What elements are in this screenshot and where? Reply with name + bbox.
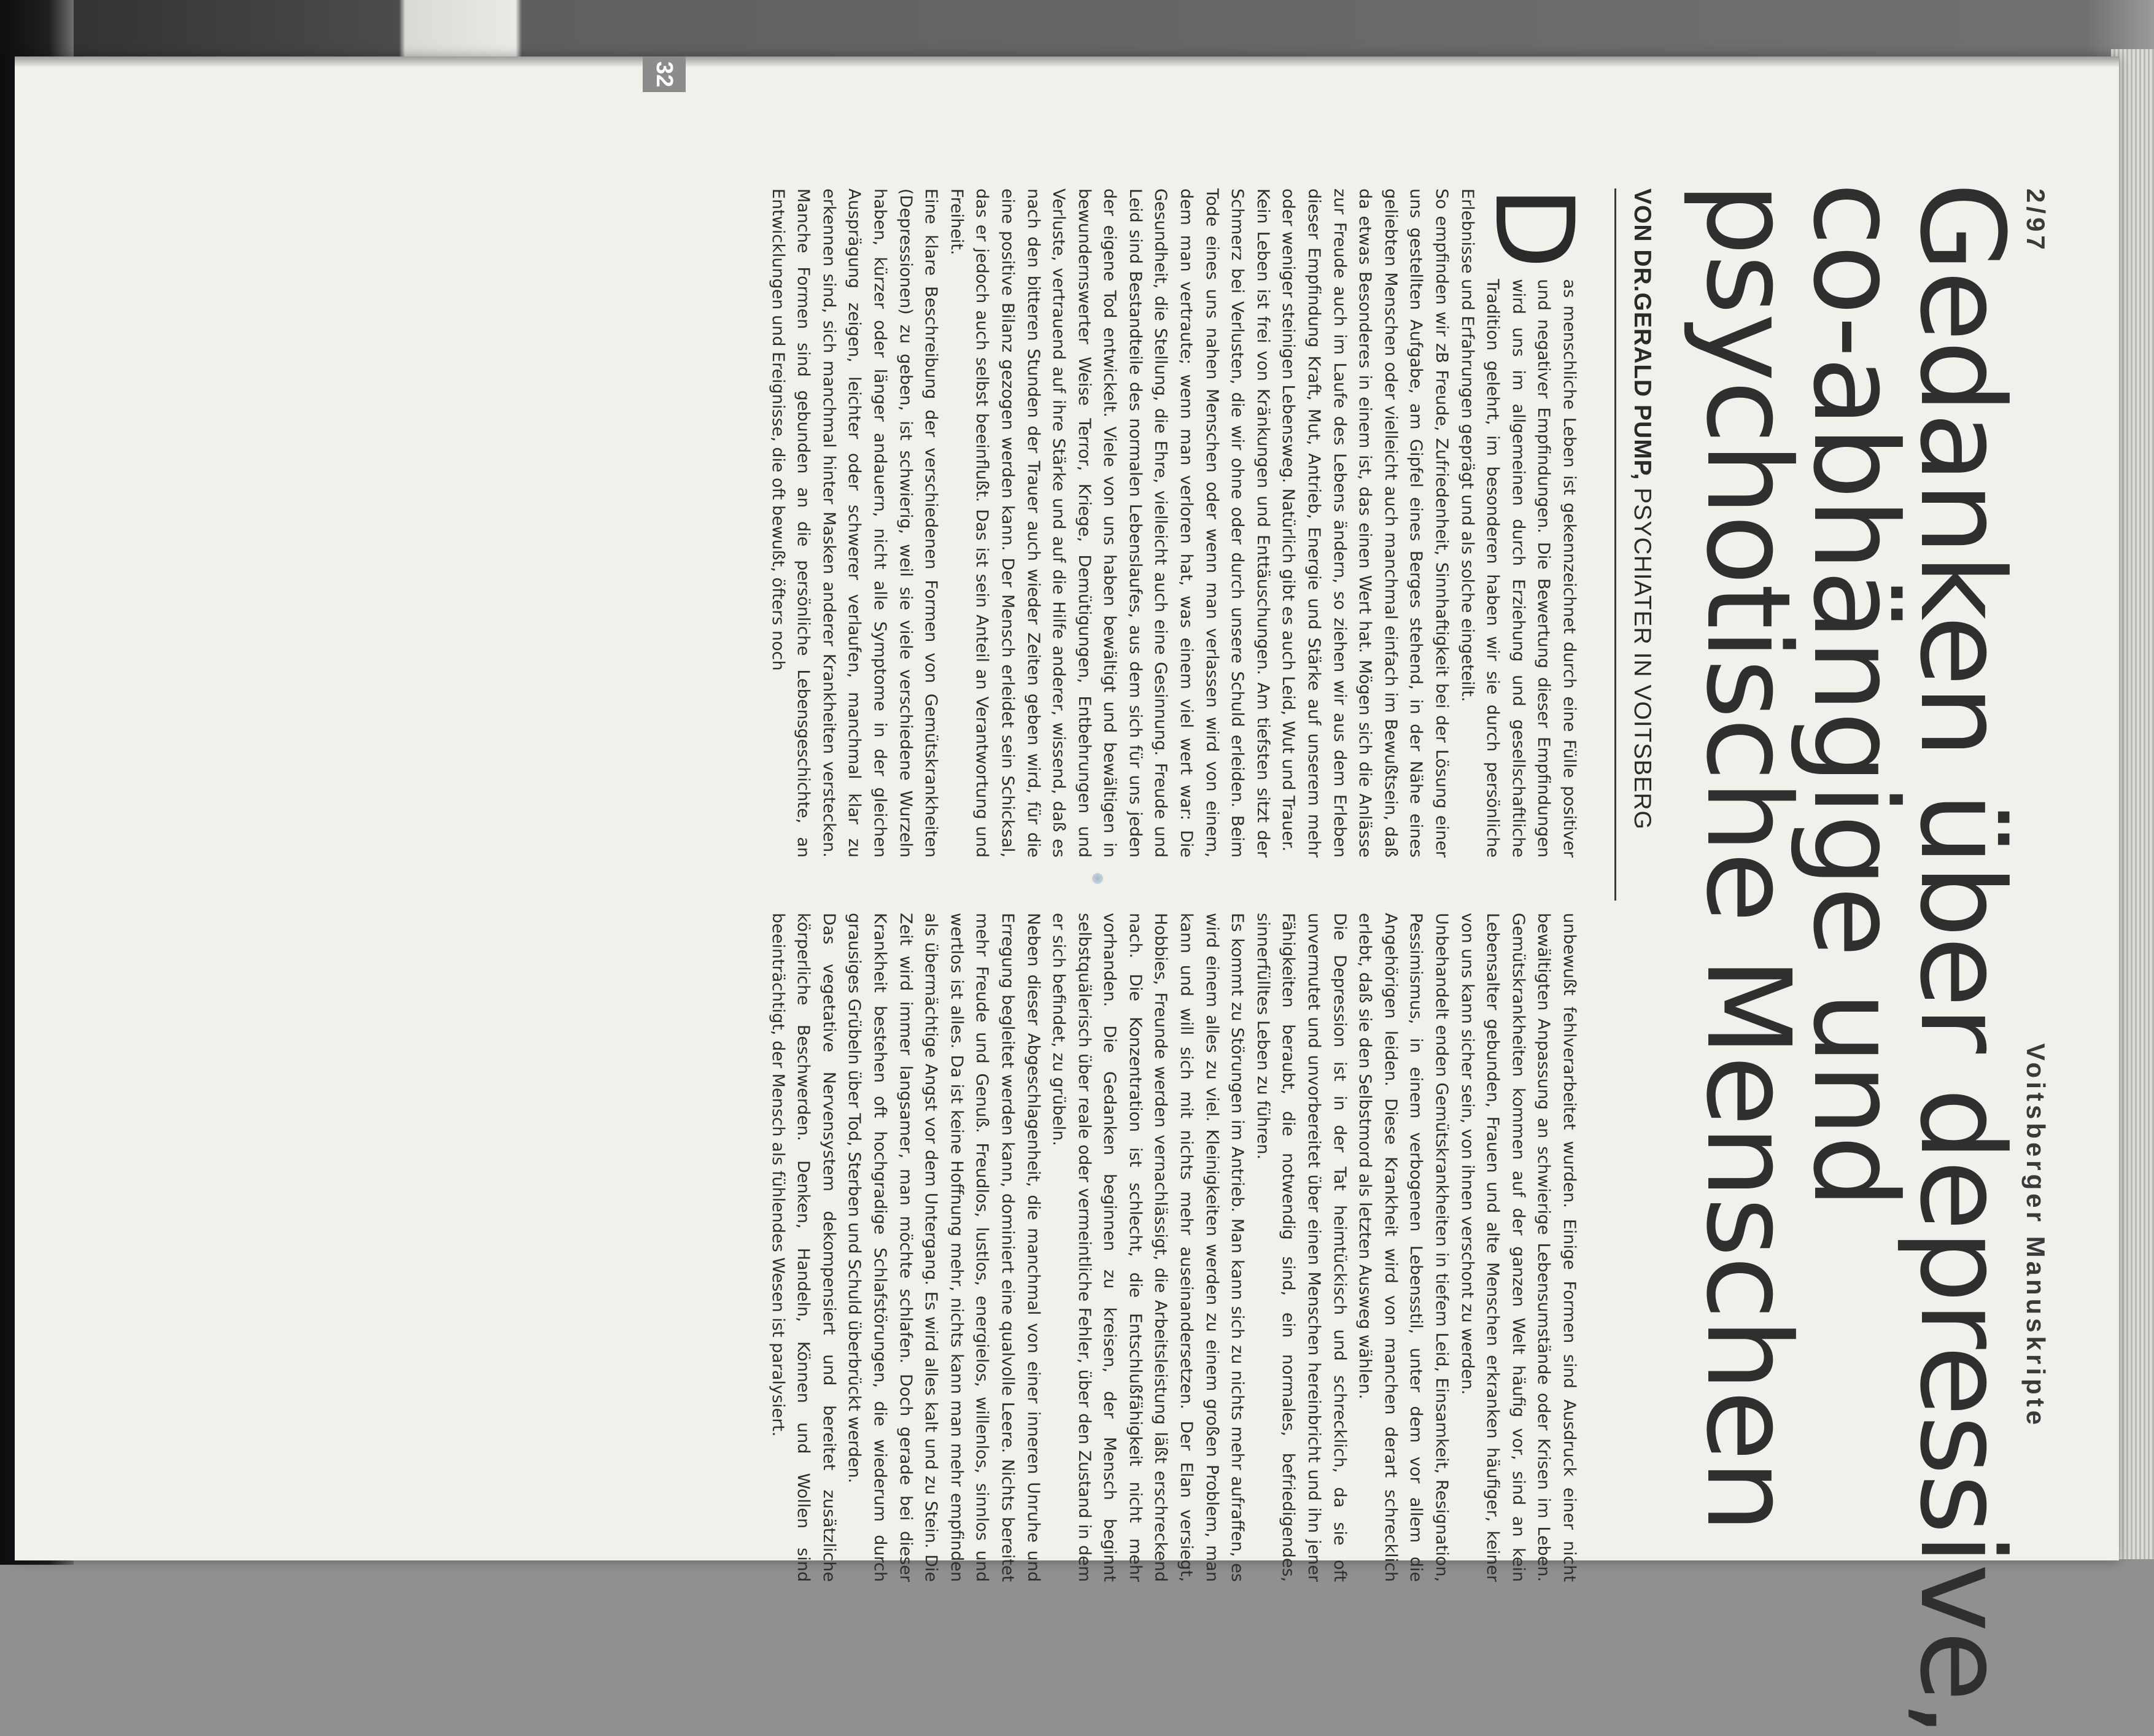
article-title-line: Gedanken über depressive, [1894, 182, 2029, 1736]
paragraph: So empfinden wir zB Freude, Zufriedenheit, Sinnhaftigkeit bei der Lösung einer uns gestellten Aufgabe, am Gipfel eines Berges stehend, in der Nähe eines geliebten Menschen oder vielleicht auch manchmal einfach im Bewußtsein, daß da etwas Besonderes in einem ist, das einen Wert hat. Mögen sich die Anlässe zur Freude auch im Laufe des Lebens ändern, so ziehen wir aus dem Erleben dieser Empfindung Kraft, Mut, Antrieb, Energie und Stärke auf unserem mehr oder weniger steinigen Lebensweg. Natürlich gibt es auch Leid, Wut und Trauer. [1279, 188, 1452, 858]
scan-speck [1092, 873, 1103, 884]
author-name: VON DR.GERALD PUMP, [1629, 188, 1656, 481]
series-title: Voitsberger Manuskripte [2021, 1043, 2050, 1428]
rotated-page-content [15, 56, 2119, 1736]
paragraph: Unbehandelt enden Gemütskrankheiten in tiefem Leid, Einsamkeit, Resignation, Pessimismus, in einem verbogenen Lebensstil, unter dem vor allem die Angehörigen leiden. Diese Krankheit wird von manchen derart schrecklich erlebt, daß sie den Selbstmord als letzten Ausweg wählen. [1355, 913, 1452, 1582]
magazine-page [15, 56, 2119, 1736]
article-title-line: psychotische Menschen [1681, 182, 1815, 1532]
drop-cap: D [1471, 186, 1597, 269]
scanner-background-top [0, 0, 2154, 60]
paragraph: Es kommt zu Störungen im Antrieb. Man kann sich zu nichts mehr aufraffen, es wird einem alles zu viel. Kleinigkeiten werden zu einem großen Problem, man kann und will sich mit nichts mehr auseinandersetzen. Der Elan versiegt, Hobbies, Freunde werden vernachlässigt, die Arbeitsleistung läßt erschreckend nach. Die Konzentration ist schlecht, die Entschlußfähigkeit nicht mehr vorhanden. Die Gedanken beginnen zu kreisen, der Mensch beginnt selbstquälerisch über reale oder vermeintliche Fehler, über den Zustand in dem er sich befindet, zu grübeln. [1049, 913, 1247, 1582]
paragraph: as menschliche Leben ist gekennzeichnet durch eine Fülle positiver und negativer Empfindungen. Die Bewertung dieser Empfindungen wird uns im allgemeinen durch Erziehung und gesellschaftliche Tradition gelehrt, im besonderen haben wir sie durch persönliche Erlebnisse und Erfahrungen geprägt und als solche eingeteilt. [1457, 188, 1579, 858]
paragraph: unbewußt fehlverarbeitet wurden. Einige Formen sind Ausdruck einer nicht bewältigten Anpassung an schwierige Lebensumstände oder Krisen im Leben. Gemütskrankheiten kommen auf der ganzen Welt häufig vor, sind an kein Lebensalter gebunden, Frauen und alte Menschen erkranken häufiger, keiner von uns kann sicher sein, von ihnen verschont zu werden. [1457, 913, 1579, 1582]
author-byline [1614, 188, 1656, 901]
article-title [1681, 182, 2029, 1736]
paragraph: Eine klare Beschreibung der verschiedenen Formen von Gemütskrankheiten (Depressionen) zu geben, ist schwierig, weil sie viele verschiedene Wurzeln haben, kürzer oder länger andauern, nicht alle Symptome in der gleichen Ausprägung zeigen, leichter oder schwerer verlaufen, manchmal klar zu erkennen sind, sich manchmal hinter Masken anderer Krankheiten verstecken. Manche Formen sind gebunden an die persönliche Lebensgeschichte, an Entwicklungen und Ereignisse, die oft bewußt, öfters noch [768, 188, 941, 858]
paragraph: Neben dieser Abgeschlagenheit, die manchmal von einer inneren Unruhe und Erregung begleitet werden kann, dominiert eine qualvolle Leere. Nichts bereitet mehr Freude und Genuß. Freudlos, lustlos, energielos, willenlos, sinnlos und wertlos ist alles. Da ist keine Hoffnung mehr, nichts kann man mehr empfinden als übermächtige Angst vor dem Untergang. Es wird alles kalt und zu Stein. Die Zeit wird immer langsamer, man möchte schlafen. Doch gerade bei dieser Krankheit bestehen oft hochgradige Schlafstörungen, die wiederum durch grausiges Grübeln über Tod, Sterben und Schuld überbrückt werden. [845, 913, 1043, 1582]
text-column-right [765, 913, 1582, 1582]
paragraph: Die Depression ist in der Tat heimtückisch und schrecklich, da sie oft unvermutet und unvorbereitet über einen Menschen hereinbricht und ihn jener Fähigkeiten beraubt, die notwendig sind, ein normales, befriedigendes, sinnerfülltes Leben zu führen. [1253, 913, 1349, 1582]
paragraph: Das vegetative Nervensystem dekompensiert und bereitet zusätzliche körperliche Beschwerden. Denken, Handeln, Können und Wollen sind beeinträchtigt, der Mensch als fühlendes Wesen ist paralysiert. [768, 913, 839, 1582]
issue-number: 2/97 [2021, 188, 2050, 254]
author-role: PSYCHIATER IN VOITSBERG [1629, 480, 1656, 830]
paragraph: Kein Leben ist frei von Kränkungen und Enttäuschungen. Am tiefsten sitzt der Schmerz bei Verlusten, die wir ohne oder durch unsere Schuld erleiden. Beim Tode eines uns nahen Menschen oder wenn man verlassen wird von einem, dem man vertraute; wenn man verloren hat, was einem viel wert war: Die Gesundheit, die Stellung, die Ehre, vielleicht auch eine Gesinnung. Freude und Leid sind Bestandteile des normalen Lebenslaufes, aus dem sich für uns jeden der eigene Tod entwickelt. Viele von uns haben bewältigt und bewältigen in bewundernswerter Weise Terror, Kriege, Demütigungen, Entbehrungen und Verluste, vertrauend auf ihre Stärke und auf die Hilfe anderer, wissend, daß es nach den bitteren Stunden der Trauer auch wieder Zeiten geben wird, für die eine positive Bilanz gezogen werden kann. Der Mensch erleidet sein Schicksal, das er jedoch auch selbst beeinflußt. Das ist sein Anteil an Verantwortung und Freiheit. [947, 188, 1273, 858]
article-title-line: co-abhängige und [1788, 182, 1922, 1207]
page-number: 32 [643, 56, 686, 92]
text-column-left [765, 186, 1597, 858]
